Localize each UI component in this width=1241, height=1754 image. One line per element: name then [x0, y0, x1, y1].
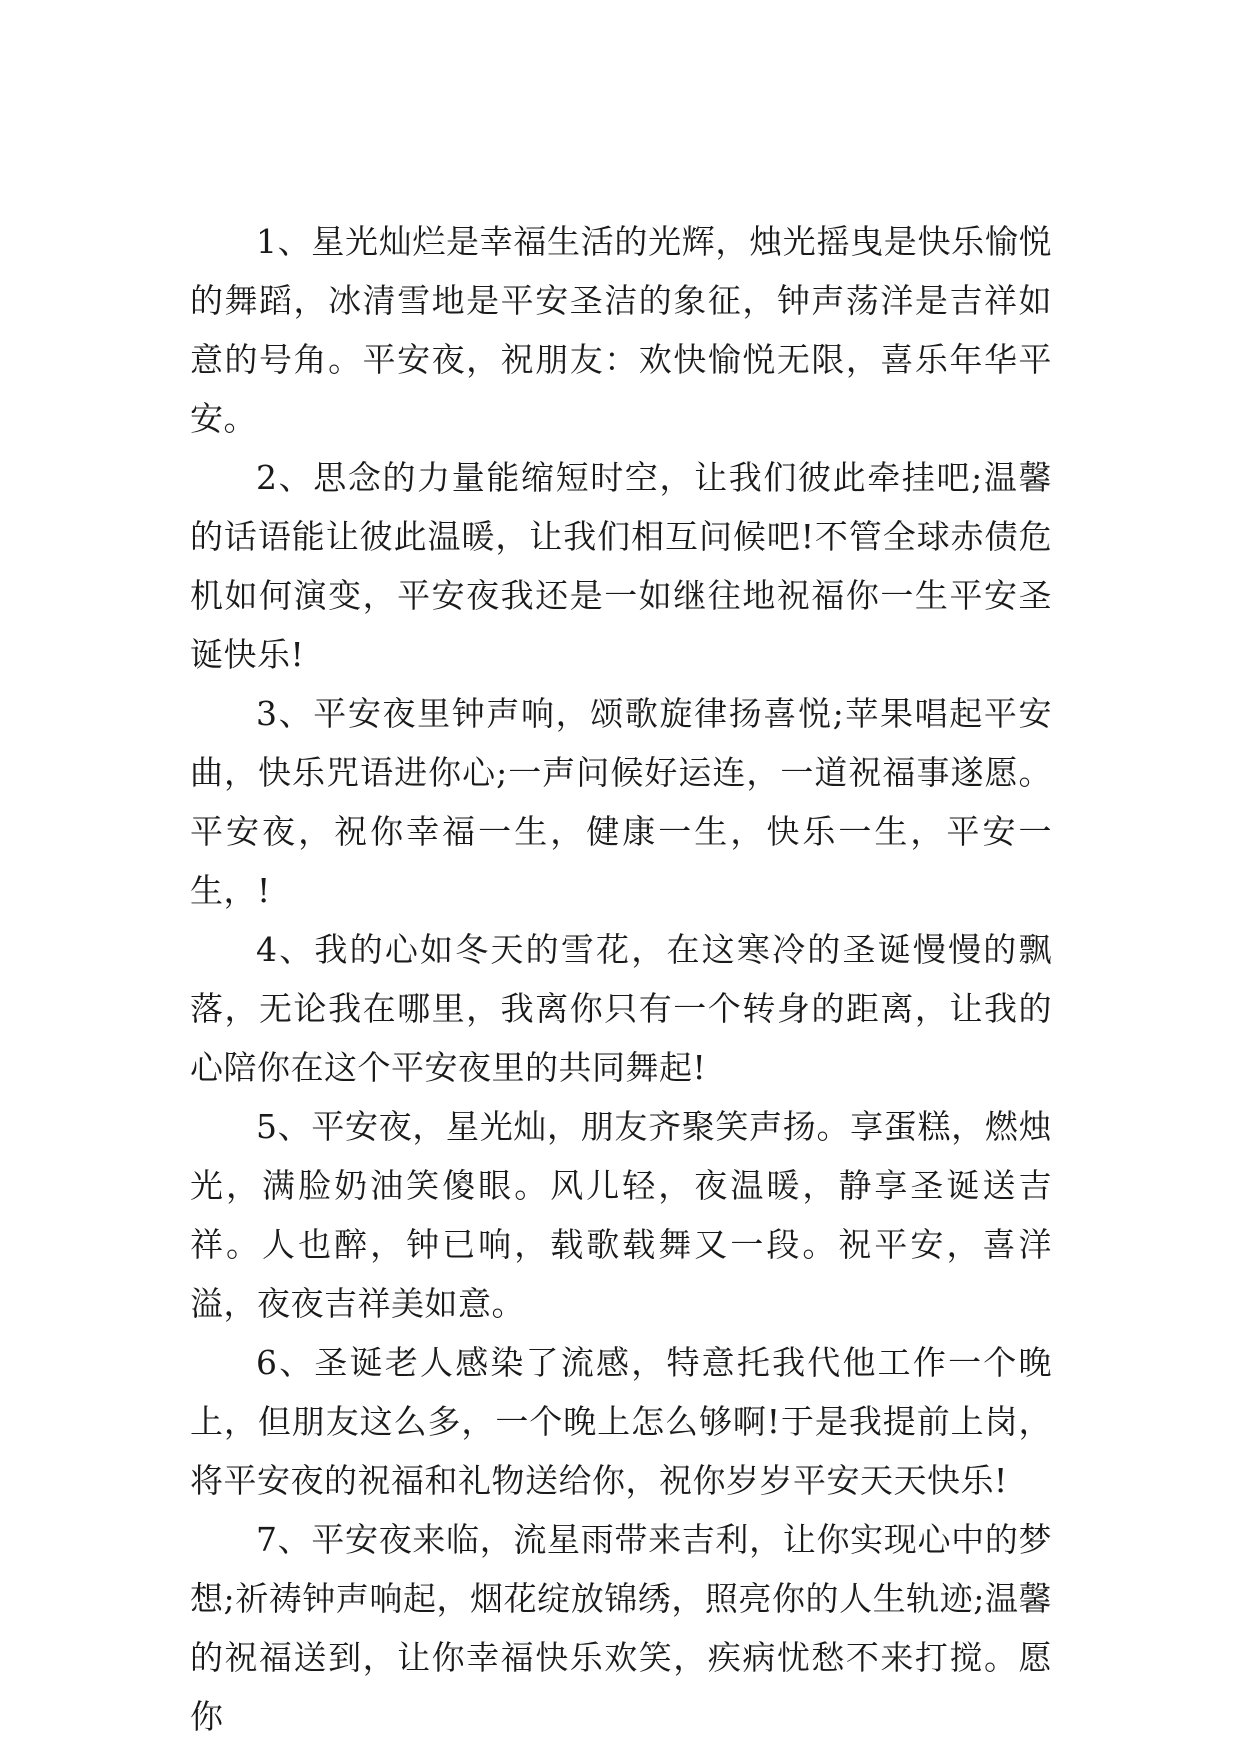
paragraph-7: 7、平安夜来临，流星雨带来吉利，让你实现心中的梦想;祈祷钟声响起，烟花绽放锦绣，照亮你的人生轨迹;温馨的祝福送到，让你幸福快乐欢笑，疾病忧愁不来打搅。愿你: [190, 1520, 1052, 1736]
paragraph-2: 2、思念的力量能缩短时空，让我们彼此牵挂吧;温馨的话语能让彼此温暖，让我们相互问候吧!不管全球赤债危机如何演变，平安夜我还是一如继往地祝福你一生平安圣诞快乐!: [190, 458, 1052, 674]
paragraph-6: 6、圣诞老人感染了流感，特意托我代他工作一个晚上，但朋友这么多，一个晚上怎么够啊!于是我提前上岗，将平安夜的祝福和礼物送给你，祝你岁岁平安天天快乐!: [190, 1343, 1052, 1500]
paragraph-4: 4、我的心如冬天的雪花，在这寒冷的圣诞慢慢的飘落，无论我在哪里，我离你只有一个转身的距离，让我的心陪你在这个平安夜里的共同舞起!: [190, 930, 1052, 1087]
paragraph-5: 5、平安夜，星光灿，朋友齐聚笑声扬。享蛋糕，燃烛光，满脸奶油笑傻眼。风儿轻，夜温暖，静享圣诞送吉祥。人也醉，钟已响，载歌载舞又一段。祝平安，喜洋溢，夜夜吉祥美如意。: [190, 1107, 1052, 1323]
paragraph-1: 1、星光灿烂是幸福生活的光辉，烛光摇曳是快乐愉悦的舞蹈，冰清雪地是平安圣洁的象征，钟声荡洋是吉祥如意的号角。平安夜，祝朋友：欢快愉悦无限，喜乐年华平安。: [190, 222, 1052, 438]
paragraph-3: 3、平安夜里钟声响，颂歌旋律扬喜悦;苹果唱起平安曲，快乐咒语进你心;一声问候好运连，一道祝福事遂愿。平安夜，祝你幸福一生，健康一生，快乐一生，平安一生，!: [190, 694, 1052, 910]
document-body: [190, 212, 1052, 1746]
